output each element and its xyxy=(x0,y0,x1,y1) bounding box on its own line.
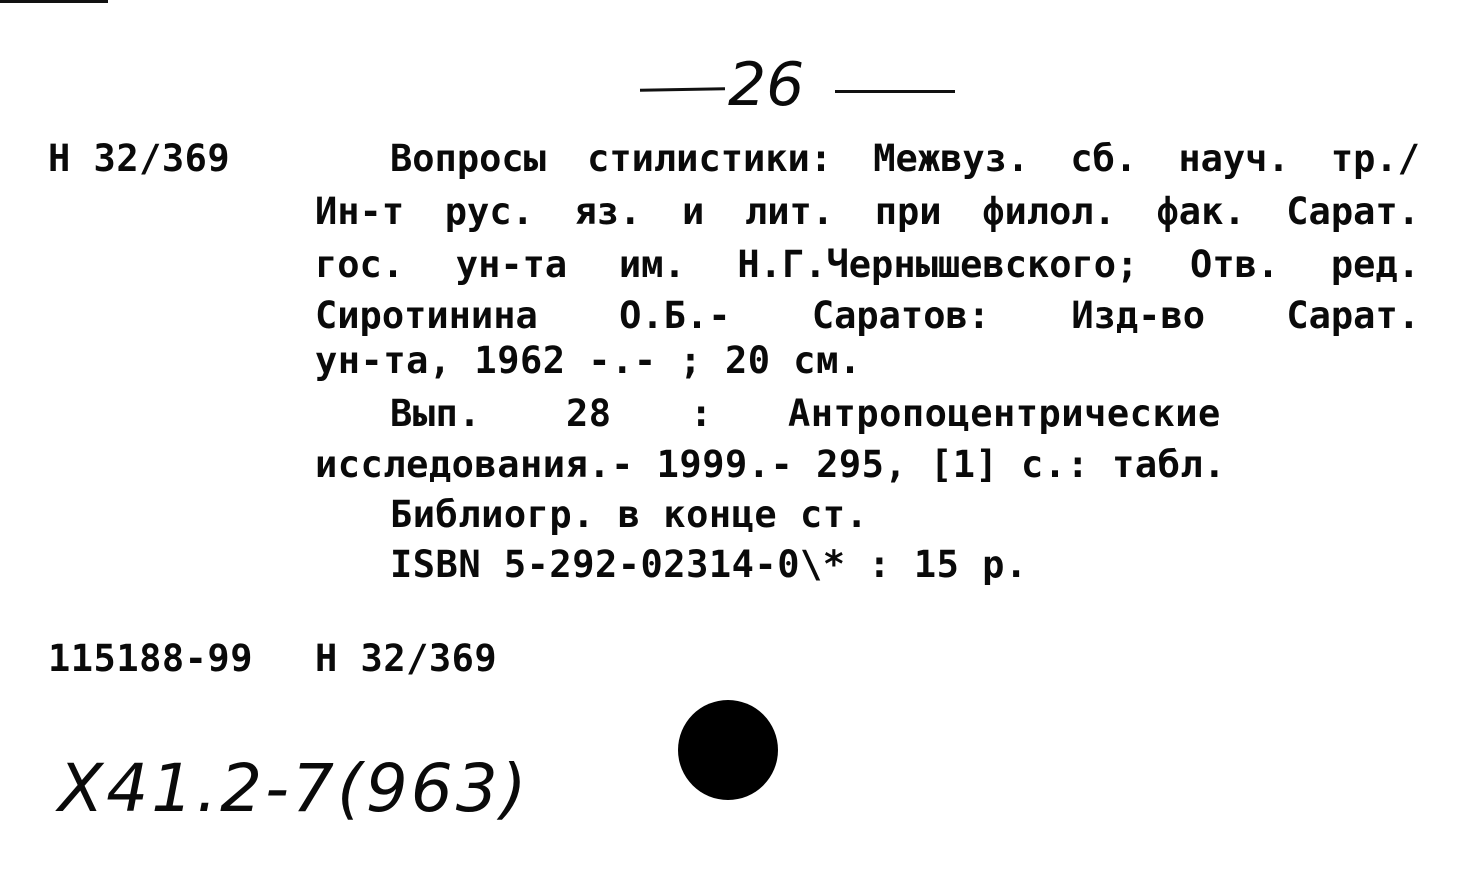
entry-line-4: Сиротинина О.Б.- Саратов: Изд-во Сарат. xyxy=(315,294,1420,337)
corner-mark xyxy=(0,0,108,3)
bibliography-note: Библиогр. в конце ст. xyxy=(390,493,869,536)
marker-dash-left xyxy=(640,87,725,91)
handwritten-classification: X41.2-7(963) xyxy=(58,750,530,827)
marker-dash-right xyxy=(835,90,955,93)
issue-colon: : xyxy=(690,392,713,435)
shelf-code-top: Н 32/369 xyxy=(48,137,231,180)
entry-line-2: Ин-т рус. яз. и лит. при филол. фак. Сарат. xyxy=(315,190,1420,233)
issue-number: 28 xyxy=(566,392,612,435)
inventory-number: 115188-99 xyxy=(48,637,253,680)
entry-line-7: исследования.- 1999.- 295, [1] с.: табл. xyxy=(315,443,1227,486)
shelf-code-bottom: Н 32/369 xyxy=(315,637,498,680)
page-marker: 26 xyxy=(728,50,805,120)
entry-line-3: гос. ун-та им. Н.Г.Чернышевского; Отв. ред. xyxy=(315,243,1420,286)
issue-label: Вып. xyxy=(390,392,482,435)
punch-hole xyxy=(678,700,778,800)
issue-title: Антропоцентрические xyxy=(788,392,1221,435)
isbn-price: ISBN 5-292-02314-0\* : 15 р. xyxy=(390,543,1028,586)
entry-line-5: ун-та, 1962 -.- ; 20 см. xyxy=(315,339,862,382)
entry-line-1: Вопросы стилистики: Межвуз. сб. науч. тр./ xyxy=(390,137,1420,180)
